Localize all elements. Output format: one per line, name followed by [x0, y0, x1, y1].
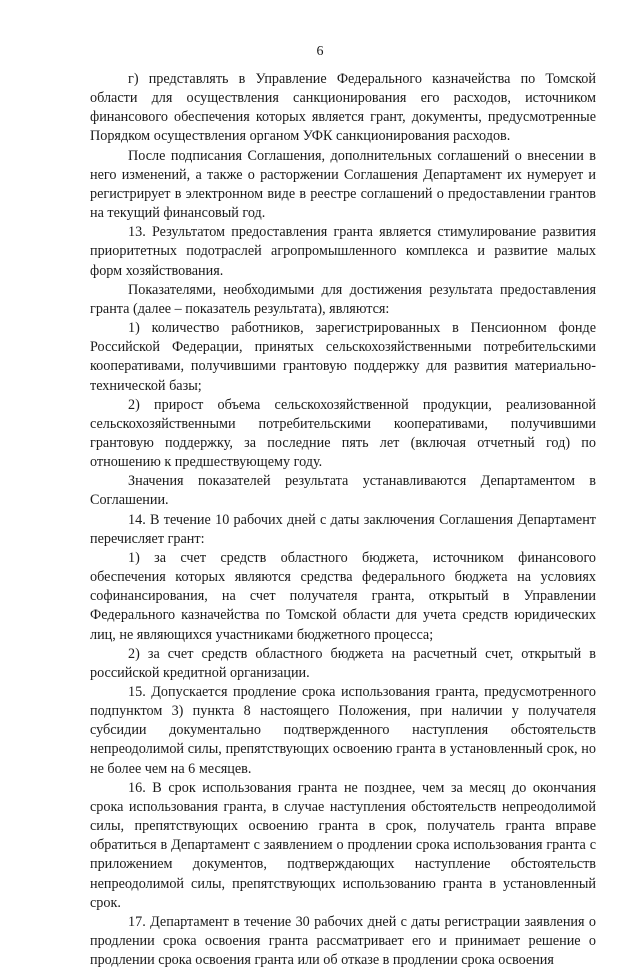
paragraph-14-item-1: 1) за счет средств областного бюджета, источником финансового обеспечения которых являются средства федерального бюджета на условиях софинансирования, на счет получателя гранта, открытый в Управлении Федерального казначейства по Томской области для учета средств юридических лиц, не являющихся участниками бюджетного процесса; [90, 549, 596, 643]
paragraph-14-item-2: 2) за счет средств областного бюджета на расчетный счет, открытый в российской кредитной организации. [90, 645, 596, 681]
paragraph-indicators-intro: Показателями, необходимыми для достижения результата предоставления гранта (далее – показатель результата), являются: [90, 281, 596, 317]
paragraph-item-g: г) представлять в Управление Федерального казначейства по Томской области для осуществления санкционирования его расходов, источником финансового обеспечения которых является грант, документы, предусмотренные Порядком осуществления органом УФК санкционирования расходов. [90, 71, 596, 145]
paragraph-16-application: 16. В срок использования гранта не позднее, чем за месяц до окончания срока использования гранта, в случае наступления обстоятельств непреодолимой силы, препятствующих освоению гранта в срок, получатель гранта вправе обратиться в Департамент с заявлением о продлении срока использования гранта с приложением документов, подтверждающих наступление обстоятельств непреодолимой силы, препятствующих использованию гранта в установленный срок. [90, 779, 596, 911]
paragraph-agreement-registration: После подписания Соглашения, дополнительных соглашений о внесении в него изменений, а также о расторжении Соглашения Департамент их нумерует и регистрирует в электронном виде в реестре соглашений о предоставлении грантов на текущий финансовый год. [90, 147, 596, 222]
page-number: 6 [316, 44, 324, 59]
paragraph-indicator-1: 1) количество работников, зарегистрированных в Пенсионном фонде Российской Федерации, принятых сельскохозяйственными потребительскими кооперативами, получившими грантовую поддержку для развития материально-технической базы; [90, 320, 596, 394]
document-body [90, 70, 596, 970]
paragraph-17-decision: 17. Департамент в течение 30 рабочих дней с даты регистрации заявления о продлении срока освоения гранта рассматривает его и принимает решение о продлении срока освоения гранта или об отказе в продлении срока освоения [90, 913, 596, 969]
paragraph-15-extension: 15. Допускается продление срока использования гранта, предусмотренного подпунктом 3) пункта 8 настоящего Положения, при наличии у получателя субсидии документально подтвержденного наступления обстоятельств непреодолимой силы, препятствующих освоению гранта в установленный срок, но не более чем на 6 месяцев. [90, 684, 596, 777]
paragraph-13-result: 13. Результатом предоставления гранта является стимулирование развития приоритетных подотраслей агропромышленного комплекса и развитие малых форм хозяйствования. [90, 224, 596, 279]
paragraph-indicator-values: Значения показателей результата устанавливаются Департаментом в Соглашении. [90, 473, 596, 509]
paragraph-indicator-2: 2) прирост объема сельскохозяйственной продукции, реализованной сельскохозяйственными потребительскими кооперативами, получившими грантовую поддержку, за последние пять лет (включая отчетный год) по отношению к предшествующему году. [90, 396, 596, 471]
paragraph-14-transfer: 14. В течение 10 рабочих дней с даты заключения Соглашения Департамент перечисляет грант: [90, 511, 596, 547]
